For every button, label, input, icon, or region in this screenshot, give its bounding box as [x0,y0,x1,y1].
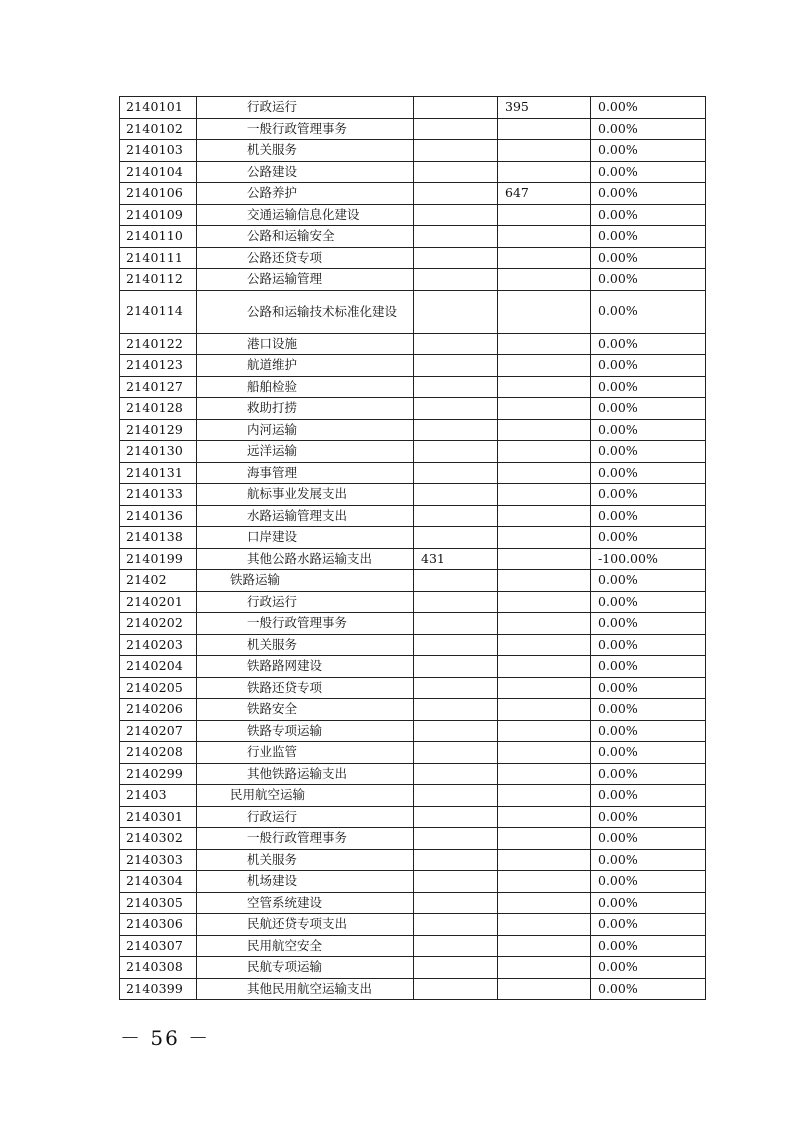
amount-col4-cell [498,441,591,463]
account-name-cell: 行业监管 [197,742,414,764]
amount-col4-cell [498,677,591,699]
account-name-cell: 铁路安全 [197,699,414,721]
account-name-cell: 口岸建设 [197,527,414,549]
change-percent-cell: 0.00% [591,570,706,592]
change-percent-cell: 0.00% [591,527,706,549]
amount-col4-cell: 395 [498,97,591,119]
table-row [120,785,706,807]
account-name-cell: 船舶检验 [197,376,414,398]
amount-col3-cell [414,441,498,463]
amount-col4-cell [498,849,591,871]
table-row [120,957,706,979]
change-percent-cell: 0.00% [591,269,706,291]
amount-col4-cell [498,247,591,269]
table-row [120,333,706,355]
table-row [120,505,706,527]
account-name-cell: 交通运输信息化建设 [197,204,414,226]
amount-col4-cell [498,505,591,527]
table-row [120,892,706,914]
account-name-cell: 水路运输管理支出 [197,505,414,527]
amount-col3-cell [414,376,498,398]
change-percent-cell: 0.00% [591,828,706,850]
amount-col4-cell [498,871,591,893]
amount-col3-cell [414,785,498,807]
amount-col3-cell [414,419,498,441]
account-code-cell: 2140131 [120,462,197,484]
account-code-cell: 2140304 [120,871,197,893]
amount-col3-cell [414,527,498,549]
account-code-cell: 2140399 [120,978,197,1000]
account-code-cell: 2140138 [120,527,197,549]
account-code-cell: 21403 [120,785,197,807]
table-row [120,226,706,248]
account-name-cell: 行政运行 [197,97,414,119]
table-body [120,97,706,1000]
change-percent-cell: 0.00% [591,634,706,656]
amount-col4-cell [498,376,591,398]
change-percent-cell: 0.00% [591,484,706,506]
amount-col4-cell [498,785,591,807]
amount-col3-cell [414,290,498,333]
table-row [120,849,706,871]
table-row [120,484,706,506]
amount-col4-cell [498,656,591,678]
amount-col4-cell [498,935,591,957]
account-name-cell: 一般行政管理事务 [197,828,414,850]
change-percent-cell: 0.00% [591,247,706,269]
amount-col4-cell [498,290,591,333]
amount-col4-cell [498,591,591,613]
account-code-cell: 2140133 [120,484,197,506]
account-code-cell: 2140111 [120,247,197,269]
amount-col3-cell: 431 [414,548,498,570]
amount-col3-cell [414,914,498,936]
change-percent-cell: 0.00% [591,849,706,871]
amount-col3-cell [414,118,498,140]
table-row [120,97,706,119]
account-name-cell: 机关服务 [197,140,414,162]
account-code-cell: 2140202 [120,613,197,635]
amount-col3-cell [414,828,498,850]
amount-col4-cell: 647 [498,183,591,205]
change-percent-cell: 0.00% [591,226,706,248]
amount-col3-cell [414,935,498,957]
account-code-cell: 2140206 [120,699,197,721]
account-code-cell: 2140306 [120,914,197,936]
table-row [120,978,706,1000]
amount-col4-cell [498,226,591,248]
amount-col3-cell [414,634,498,656]
change-percent-cell: 0.00% [591,290,706,333]
amount-col4-cell [498,613,591,635]
amount-col4-cell [498,484,591,506]
account-name-cell: 铁路专项运输 [197,720,414,742]
account-name-cell: 民航还贷专项支出 [197,914,414,936]
amount-col4-cell [498,398,591,420]
amount-col3-cell [414,613,498,635]
account-name-cell: 其他铁路运输支出 [197,763,414,785]
account-name-cell: 铁路运输 [197,570,414,592]
account-name-cell: 铁路路网建设 [197,656,414,678]
table-row [120,806,706,828]
table-row [120,441,706,463]
change-percent-cell: 0.00% [591,140,706,162]
account-name-cell: 公路和运输安全 [197,226,414,248]
table-row [120,376,706,398]
account-code-cell: 2140109 [120,204,197,226]
amount-col4-cell [498,355,591,377]
account-code-cell: 2140130 [120,441,197,463]
account-code-cell: 2140127 [120,376,197,398]
table-row [120,677,706,699]
change-percent-cell: 0.00% [591,763,706,785]
account-code-cell: 2140201 [120,591,197,613]
amount-col3-cell [414,398,498,420]
amount-col3-cell [414,269,498,291]
account-name-cell: 港口设施 [197,333,414,355]
change-percent-cell: 0.00% [591,376,706,398]
table-row [120,247,706,269]
change-percent-cell: 0.00% [591,914,706,936]
account-name-cell [197,290,414,333]
table-row [120,183,706,205]
amount-col3-cell [414,570,498,592]
table-row [120,763,706,785]
table-row [120,398,706,420]
amount-col3-cell [414,226,498,248]
amount-col3-cell [414,484,498,506]
amount-col4-cell [498,957,591,979]
account-name-cell: 航道维护 [197,355,414,377]
amount-col3-cell [414,871,498,893]
account-code-cell: 2140136 [120,505,197,527]
change-percent-cell: 0.00% [591,118,706,140]
table-row [120,118,706,140]
amount-col4-cell [498,140,591,162]
account-code-cell: 2140303 [120,849,197,871]
amount-col3-cell [414,742,498,764]
amount-col4-cell [498,699,591,721]
change-percent-cell: 0.00% [591,161,706,183]
account-code-cell: 2140302 [120,828,197,850]
table-row [120,527,706,549]
change-percent-cell: 0.00% [591,957,706,979]
account-name-cell: 行政运行 [197,591,414,613]
amount-col4-cell [498,978,591,1000]
change-percent-cell: 0.00% [591,871,706,893]
account-code-cell: 2140122 [120,333,197,355]
account-name-cell: 机关服务 [197,634,414,656]
change-percent-cell: 0.00% [591,699,706,721]
amount-col4-cell [498,570,591,592]
table-row [120,570,706,592]
amount-col4-cell [498,742,591,764]
change-percent-cell: 0.00% [591,441,706,463]
table-row [120,290,706,333]
account-code-cell: 2140204 [120,656,197,678]
account-name-cell: 海事管理 [197,462,414,484]
account-code-cell: 2140110 [120,226,197,248]
account-code-cell: 2140207 [120,720,197,742]
table-row [120,548,706,570]
change-percent-cell: 0.00% [591,355,706,377]
change-percent-cell: 0.00% [591,591,706,613]
change-percent-cell: 0.00% [591,785,706,807]
account-name-cell: 航标事业发展支出 [197,484,414,506]
change-percent-cell: 0.00% [591,613,706,635]
amount-col3-cell [414,204,498,226]
amount-col4-cell [498,548,591,570]
change-percent-cell: 0.00% [591,97,706,119]
table-row [120,204,706,226]
table-row [120,699,706,721]
account-name-cell: 公路建设 [197,161,414,183]
table-row [120,355,706,377]
table-row [120,720,706,742]
amount-col3-cell [414,720,498,742]
account-code-cell: 2140299 [120,763,197,785]
change-percent-cell: 0.00% [591,419,706,441]
amount-col3-cell [414,183,498,205]
table-row [120,161,706,183]
account-code-cell: 2140305 [120,892,197,914]
change-percent-cell: 0.00% [591,892,706,914]
change-percent-cell: 0.00% [591,720,706,742]
account-code-cell: 2140112 [120,269,197,291]
account-name-cell: 内河运输 [197,419,414,441]
change-percent-cell: 0.00% [591,935,706,957]
account-code-cell: 2140106 [120,183,197,205]
table-row [120,613,706,635]
amount-col4-cell [498,333,591,355]
amount-col3-cell [414,892,498,914]
account-code-cell: 2140307 [120,935,197,957]
amount-col3-cell [414,978,498,1000]
amount-col3-cell [414,699,498,721]
table-row [120,634,706,656]
amount-col4-cell [498,763,591,785]
amount-col3-cell [414,957,498,979]
amount-col3-cell [414,333,498,355]
table-row [120,462,706,484]
amount-col4-cell [498,892,591,914]
change-percent-cell: 0.00% [591,204,706,226]
account-code-cell: 2140203 [120,634,197,656]
table-row [120,742,706,764]
account-code-cell: 2140103 [120,140,197,162]
amount-col4-cell [498,204,591,226]
budget-table [119,96,706,1000]
account-name-cell: 民航专项运输 [197,957,414,979]
table-row [120,914,706,936]
change-percent-cell: 0.00% [591,677,706,699]
account-name-cell: 公路还贷专项 [197,247,414,269]
change-percent-cell: 0.00% [591,742,706,764]
account-name-cell: 救助打捞 [197,398,414,420]
table-row [120,419,706,441]
amount-col4-cell [498,462,591,484]
amount-col3-cell [414,591,498,613]
account-code-cell: 2140199 [120,548,197,570]
account-code-cell: 21402 [120,570,197,592]
amount-col4-cell [498,419,591,441]
amount-col4-cell [498,720,591,742]
account-name-cell: 一般行政管理事务 [197,613,414,635]
account-name-cell: 机场建设 [197,871,414,893]
account-name-cell: 铁路还贷专项 [197,677,414,699]
account-name-cell: 公路运输管理 [197,269,414,291]
account-code-cell: 2140104 [120,161,197,183]
account-name-cell: 一般行政管理事务 [197,118,414,140]
table-row [120,828,706,850]
change-percent-cell: 0.00% [591,183,706,205]
account-name-cell: 远洋运输 [197,441,414,463]
table-row [120,269,706,291]
amount-col4-cell [498,914,591,936]
amount-col4-cell [498,118,591,140]
change-percent-cell: 0.00% [591,398,706,420]
account-code-cell: 2140308 [120,957,197,979]
account-code-cell: 2140208 [120,742,197,764]
account-name-cell: 机关服务 [197,849,414,871]
amount-col3-cell [414,97,498,119]
amount-col4-cell [498,527,591,549]
amount-col3-cell [414,849,498,871]
table-row [120,140,706,162]
amount-col3-cell [414,763,498,785]
amount-col4-cell [498,828,591,850]
amount-col4-cell [498,161,591,183]
account-name-cell: 其他公路水路运输支出 [197,548,414,570]
table-row [120,935,706,957]
amount-col3-cell [414,677,498,699]
account-name-cell: 空管系统建设 [197,892,414,914]
account-name-cell: 民用航空运输 [197,785,414,807]
change-percent-cell: 0.00% [591,978,706,1000]
amount-col3-cell [414,161,498,183]
account-code-cell: 2140301 [120,806,197,828]
amount-col3-cell [414,247,498,269]
change-percent-cell: 0.00% [591,505,706,527]
table-row [120,656,706,678]
amount-col3-cell [414,505,498,527]
account-name-cell: 行政运行 [197,806,414,828]
amount-col4-cell [498,806,591,828]
page-number: － 56 － [120,1026,211,1050]
change-percent-cell: 0.00% [591,806,706,828]
change-percent-cell: 0.00% [591,462,706,484]
amount-col3-cell [414,355,498,377]
account-code-cell: 2140123 [120,355,197,377]
account-code-cell: 2140102 [120,118,197,140]
account-name-cell: 民用航空安全 [197,935,414,957]
account-code-cell: 2140114 [120,290,197,333]
account-name-text: 公路和运输技术标准化建设 [247,304,398,319]
account-code-cell: 2140205 [120,677,197,699]
account-code-cell: 2140129 [120,419,197,441]
change-percent-cell: 0.00% [591,333,706,355]
change-percent-cell: 0.00% [591,656,706,678]
account-code-cell: 2140128 [120,398,197,420]
table-row [120,871,706,893]
account-name-cell: 其他民用航空运输支出 [197,978,414,1000]
amount-col4-cell [498,269,591,291]
account-name-cell: 公路养护 [197,183,414,205]
change-percent-cell: -100.00% [591,548,706,570]
table-row [120,591,706,613]
amount-col3-cell [414,656,498,678]
account-code-cell: 2140101 [120,97,197,119]
amount-col3-cell [414,806,498,828]
amount-col3-cell [414,462,498,484]
amount-col3-cell [414,140,498,162]
amount-col4-cell [498,634,591,656]
